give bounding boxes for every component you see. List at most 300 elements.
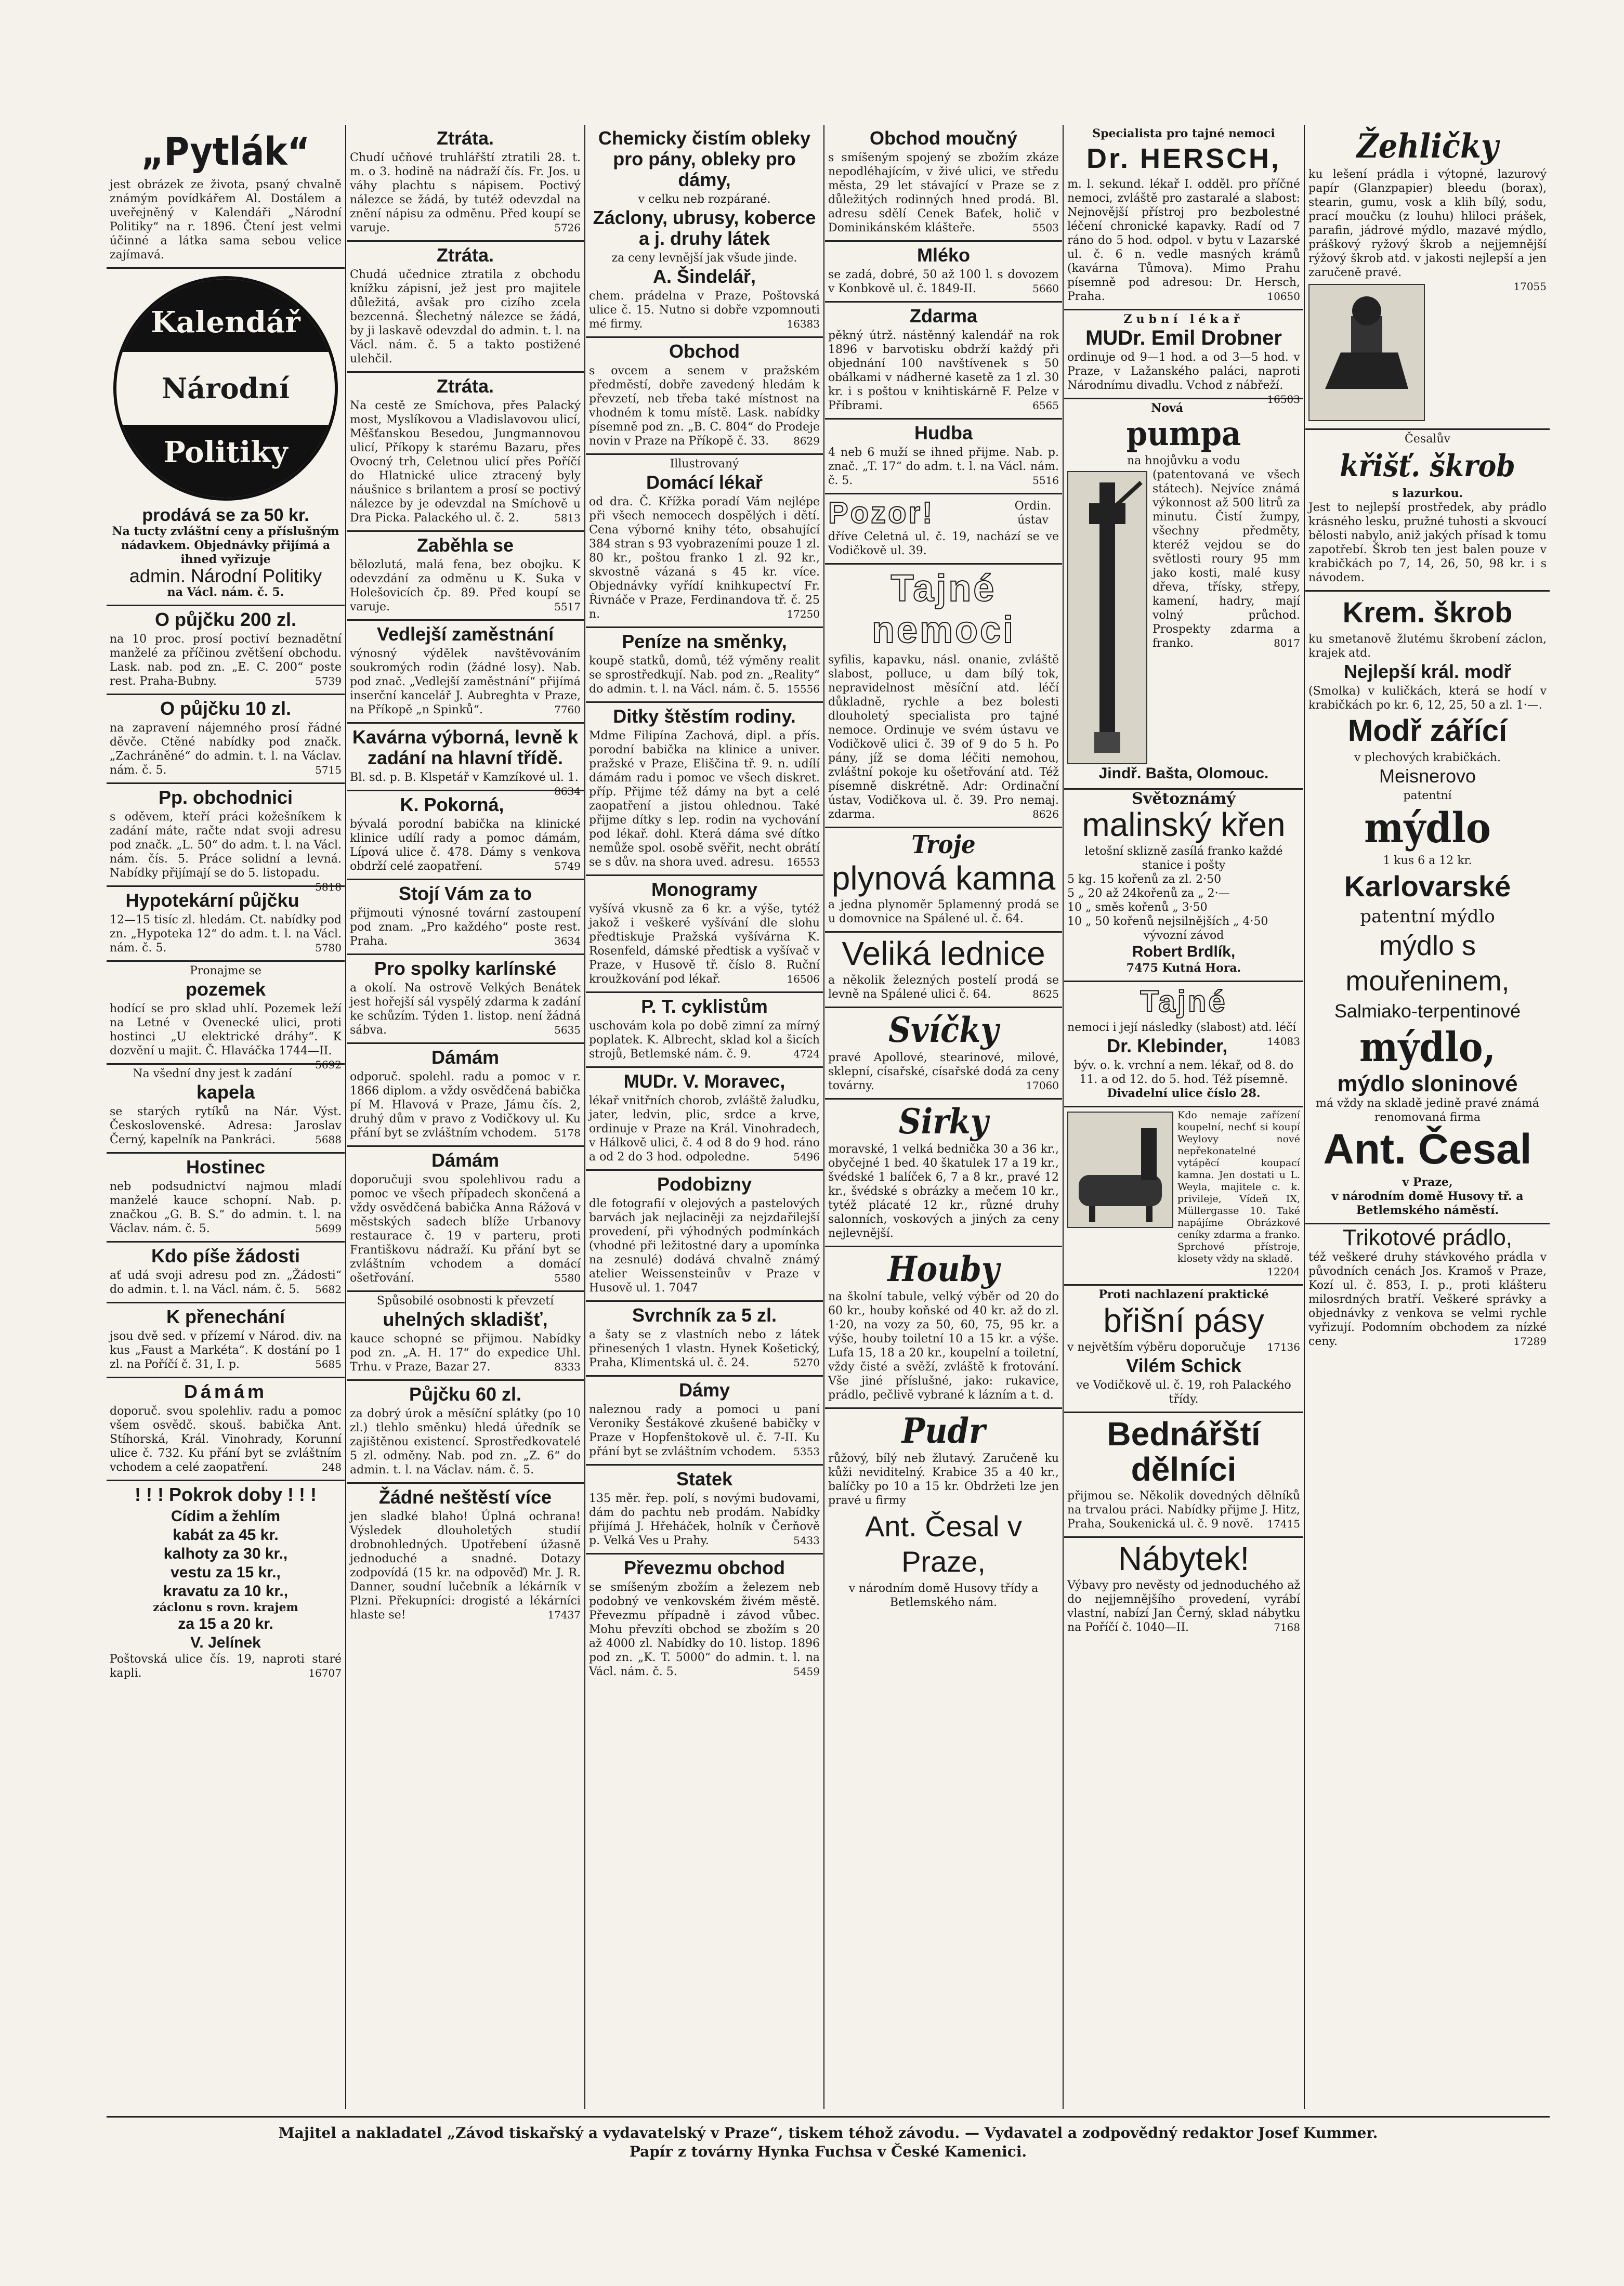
ad-pre: Česalův — [1405, 433, 1450, 446]
ad-ref: 5459 — [793, 1665, 820, 1678]
pokrok-line: kabát za 45 kr. — [173, 1526, 279, 1544]
ad-text — [110, 1002, 342, 1071]
ad-title: Nábytek! — [1118, 1540, 1250, 1577]
pokrok-line: kravatu za 10 kr., — [163, 1583, 289, 1600]
ad-body: ordinuje od 9—1 hod. a od 3—5 hod. v Praze, v Lažanského paláci, naproti Národnímu divadlu. Vchod z nábřeží. — [1067, 351, 1300, 392]
ad-title: Kdo píše žádosti — [151, 1245, 300, 1266]
ad-zdarma — [825, 303, 1062, 420]
ad-body: na 10 proc. prosí poctiví beznadětní manželé za příčinou zvětšení obchodu. Lask. nab. pod zn. „E. C. 200“ poste rest. Praha-Bubny. — [110, 633, 342, 688]
ad-ref: 5682 — [315, 1283, 342, 1296]
ad-text: za dobrý úrok a měsíční splátky (po 10 zl.) tlehlo směnku) hledá úředník se zajištěnou existencí. Sprostředkovatelé 5 zl. odměny. Nab. pod zn. „Z. 6“ do admin. t. l. na Václav. nám. č. 5. — [350, 1407, 581, 1477]
ad-side: Ordin. ústav — [1014, 500, 1052, 527]
ad-text: dle fotografií v olejových a pastelových barvách jak nejlaciněji za nejzdařilejší provedení, při výhodných podmínkách (vhodné při ležitostné dary a upomínka na zesnulé) dodává chvalně známý atelier Weissensteinův v Praze v Husově ul. 1. 7047 — [589, 1197, 820, 1295]
ad-title: Záclony, ubrusy, koberce a j. druhy látek — [593, 207, 816, 249]
ad-ref: 5635 — [554, 1024, 581, 1036]
ad-pre: Specialista pro tajné nemoci — [1092, 127, 1275, 140]
ad-text — [1067, 1578, 1300, 1635]
ad-title: Veliká lednice — [842, 935, 1045, 972]
ad-text — [828, 329, 1059, 413]
ad-text: ku lešení prádla i výtopné, lazurový papír (Glanzpapier) bleedu (borax), stearin, gumu, vosk a klih bílý, sodu, prací moučku (z louhu) hliloci prášek, parafin, jádrové mýdlo, mazavé mýdlo, práškový ryžový škrob a nejjemnější rýžový škrob atd. v jakosti nejlepší a jen zaručeně pravé. — [1308, 168, 1547, 279]
ad-body: odporuč. spolehl. radu a pomoc v r. 1866 diplom. a vždy osvědčená babička pí M. Hlavová v Praze, Jámu čís. 2, druhý dům v pravo z Vodičkovy ul. Ku přání byt se zvláštním vchodem. — [350, 1070, 581, 1140]
ad-ref: 7168 — [1274, 1621, 1300, 1634]
ad-body: a několik železných postelí prodá se levně na Spálené ulici č. 64. — [828, 974, 1059, 1001]
ad-ref: 8017 — [1274, 637, 1300, 649]
ad-title: Hudba — [914, 422, 973, 443]
pokrok-line: záclonu s rovn. krajem — [153, 1601, 298, 1614]
ad-pozemek — [107, 962, 345, 1071]
ad-ref: 5749 — [554, 860, 581, 872]
ad-body: nemoci i její následky (slabost) atd. léčí — [1067, 1021, 1296, 1034]
ad-body: 12—15 tisíc zl. hledám. Ct. nabídky pod zn. „Hypoteka 12“ do adm. t. l. na Václ. nám. č. 5. — [110, 913, 342, 955]
ad-prevezmu — [586, 1555, 823, 1684]
ad-pokrok — [107, 1481, 345, 1686]
ad-text: býv. o. k. vrchní a nem. lékař, od 8. do 11. a od 12. do 5. hod. Též písemně. — [1073, 1059, 1294, 1086]
ad-ref: 17055 — [1513, 280, 1547, 293]
ad-damy — [586, 1377, 823, 1466]
ad-cyklistum — [586, 993, 823, 1068]
ad-kren — [1064, 790, 1303, 982]
ad-body: koupě statků, domů, též výměny realit se sprostředkují. Nab. pod zn. „Reality“ do admin. t. l. na Václ. nám. č. 5. — [589, 655, 820, 696]
ad-sub: v celku neb rozpárané. — [638, 193, 771, 206]
ad-text — [350, 906, 581, 948]
ad-title: Dámám — [184, 1381, 268, 1402]
ad-ref: 4724 — [793, 1048, 820, 1060]
ad-title: Ditky štěstím rodiny. — [613, 706, 796, 727]
ad-title: Ztráta. — [436, 375, 494, 397]
ad-title: Pozor! — [828, 496, 935, 530]
ad-ref: 5726 — [554, 221, 581, 234]
ad-text — [110, 913, 342, 955]
ad-body: neb podsudnictví najmou mladí manželé kauce schopní. Nab. p. značkou „G. B. S.“ do admin. t. l. na Václav. nám. č. 5. — [110, 1180, 342, 1235]
ad-text — [110, 810, 342, 893]
ad-ref: 5580 — [554, 1272, 581, 1284]
ad-ref: 8626 — [1032, 808, 1059, 820]
ad-obchodnici — [107, 784, 345, 893]
column-1 — [107, 125, 345, 2109]
ad-title: Pro spolky karlínské — [374, 958, 557, 979]
ad-pre: Proti nachlazení praktické — [1098, 1288, 1269, 1301]
ad-ref: 5688 — [315, 1133, 342, 1146]
ad-pasy — [1064, 1286, 1303, 1413]
ad-title: Půjčku 60 zl. — [409, 1383, 522, 1405]
ad-title: Meisnerovo — [1379, 765, 1476, 787]
ad-ref: 16503 — [1267, 393, 1300, 406]
ad-title: Karlovarské — [1344, 870, 1511, 903]
ad-body: doporuč. svou spolehliv. radu a pomoc všem osvědč. skouš. babička Ant. Stíhorská, Král. Vinohrady, Korunní ulice č. 732. Ku přání byt se zvláštním vchodem a celé zaopatření. — [110, 1405, 342, 1474]
ad-text — [350, 981, 581, 1037]
ad-ref: 6565 — [1032, 399, 1059, 412]
ad-firm: Ant. Česal v Praze, — [865, 1510, 1022, 1578]
badge-admin: admin. Národní Politiky — [129, 565, 322, 586]
ad-damam-2 — [347, 1044, 584, 1147]
ad-title: Mléko — [916, 244, 971, 266]
ad-ref: 16707 — [308, 1667, 342, 1679]
ad-ref: 5739 — [315, 675, 342, 687]
ad-zadosti — [107, 1243, 345, 1303]
ad-title: malinský křen — [1082, 806, 1286, 843]
ad-body: bývalá porodní babička na klinické klinice udílí rady a pomoc dámám, Lípová ulice č. 478. Dámy s venkova obdrží celé zaopatření. — [350, 818, 581, 873]
ad-text — [350, 817, 581, 873]
ad-weyl — [1064, 1107, 1303, 1286]
ad-text — [110, 721, 342, 777]
ad-title: O půjčku 10 zl. — [160, 698, 292, 719]
badge-addr: na Václ. nám. č. 5. — [167, 585, 284, 599]
ad-title: MUDr. Emil Drobner — [1085, 326, 1282, 349]
ad-text — [350, 1332, 581, 1374]
ad-addr: ve Vodičkově ul. č. 19, roh Palackého třídy. — [1076, 1379, 1291, 1406]
ad-ztrata-1 — [347, 125, 584, 242]
ad-ref: 10650 — [1267, 290, 1300, 303]
ad-spolky — [347, 955, 584, 1044]
ad-text: letošní sklizně zasílá franko každé stanice i pošty — [1084, 845, 1283, 872]
ad-ref: 17136 — [1267, 1341, 1300, 1353]
ad-text — [589, 1403, 820, 1459]
ad-text — [828, 268, 1059, 296]
ad-ref: 5715 — [315, 764, 342, 776]
ad-pre: Zubní lékař — [1123, 312, 1244, 326]
ad-damam-1 — [107, 1378, 345, 1481]
ad-title: Tajné nemoci — [871, 568, 1016, 651]
ad-title: mýdlo — [1364, 803, 1491, 852]
ad-lekar — [586, 455, 823, 628]
ad-firm: Robert Brdlík, — [1132, 943, 1236, 960]
ad-ztrata-3 — [347, 373, 584, 532]
ad-krem — [1305, 592, 1550, 1224]
ad-body: jsou dvě sed. v přízemí v Národ. div. na kus „Faust a Markéta“. K dostání po 1 zl. na Poříčí č. 31, I. p. — [110, 1330, 342, 1371]
imprint-line: Majitel a nakladatel „Závod tiskařský a vydavatelský v Praze“, tiskem téhož závodu. — Vydavatel a zodpovědný redaktor Josef Kummer. — [278, 2124, 1378, 2141]
ad-text: růžový, bílý neb žlutavý. Zaručeně ku kůži neviditelný. Krabice 35 a 40 kr., balíčky po 10 a 15 kr. Obdržeti lze jen pravé u firmy — [828, 1452, 1059, 1507]
ad-title: Dámy — [678, 1379, 730, 1401]
ad-ref-line — [1067, 1265, 1300, 1279]
ad-ref: 17437 — [547, 1609, 581, 1621]
ad-title: A. Šindelář, — [652, 266, 756, 287]
ad-ditky — [586, 703, 823, 876]
ad-ref: 8333 — [554, 1361, 581, 1373]
ad-firm: Dr. Klebinder, — [1107, 1035, 1228, 1056]
ad-title: břišní pásy — [1103, 1302, 1264, 1339]
ad-ref: 5813 — [554, 512, 581, 524]
badge-mid-text: Národní — [116, 352, 335, 425]
ad-zabehla — [347, 532, 584, 621]
ad-text: a jedna plynoměr 5plamenný prodá se u domovnice na Spálené ul. č. 64. — [828, 898, 1059, 925]
ad-title: Salmiako-terpentinové — [1334, 1000, 1521, 1022]
ad-pytlak — [107, 125, 345, 269]
ad-drobner — [1064, 310, 1303, 406]
ad-title: Zaběhla se — [416, 534, 514, 556]
ad-text — [589, 1094, 820, 1164]
ad-pre: Na všední dny jest k zadání — [133, 1067, 292, 1080]
ad-body: se smíšeným zbožím a železem neb podobný ve venkovském živém městě. Převezmu případně i závod vůbec. Mohu převzíti obchod se zbožím s 20 až 4000 zl. Nabídky do 10. listop. 1896 pod zn. „K. T. 5000“ do admin. t. l. na Václ. nám. č. 5. — [589, 1581, 820, 1678]
pokrok-line: Cídim a žehlím — [171, 1508, 281, 1525]
ad-title: K přenechání — [166, 1306, 285, 1327]
ad-stoji — [347, 880, 584, 955]
ad-title: plynová kamna — [831, 859, 1056, 897]
ad-text — [350, 770, 581, 798]
ad-text — [589, 654, 820, 696]
ad-body: Chudí učňové truhlářští ztratili 28. t. m. o 3. hodině na nádraží čís. Fr. Jos. u váhy plachtu s nápisem. Poctivý nálezce se žádá, by tutéž odevzdal na znění nápisu za odměnu. Před koupí se varuje. — [350, 151, 581, 234]
ad-ref: 5496 — [793, 1151, 820, 1163]
ad-ref: 8625 — [1032, 988, 1059, 1000]
ad-ref: 5692 — [315, 1059, 342, 1071]
ad-tajne — [825, 565, 1062, 828]
kalendar-badge — [113, 276, 338, 501]
ad-title: Houby — [887, 1249, 1000, 1289]
ad-body: se zadá, dobré, 50 až 100 l. s dovozem v Konbkově ul. č. 1849-II. — [828, 268, 1059, 295]
ad-hudba — [825, 420, 1062, 494]
ad-text — [1067, 1340, 1300, 1354]
ad-ref: 5818 — [315, 881, 342, 893]
ad-zadne — [347, 1484, 584, 1627]
kren-row: 10 „ 50 kořenů nejsilnějších „ 4·50 — [1067, 915, 1268, 928]
ad-title: Obchod moučný — [869, 127, 1017, 149]
ad-body: na zapravení nájemného prosí řádné děvče. Ctěné nabídky pod značk. „Zachráněné“ do admin. t. l. na Václav. nám. č. 5. — [110, 722, 342, 777]
ad-title: Dr. HERSCH, — [1086, 143, 1281, 174]
ad-title: Bednářští dělníci — [1107, 1415, 1261, 1488]
ad-text — [1152, 468, 1300, 764]
ad-body: Mdme Filipína Zachová, dipl. a přís. porodní babička na klinice a univer. pražské v Praze, Eliščina tř. 9. n. udílí dámám radu i pomoc ve všech diskret. příp. Přijme též dámy na byt a celé zaopatření a jistou ohlednou. Také přijme dítky s lep. rodin na vychování pod lékař. dohl. Která dáma své dítko nemůže spol. osobě svěřit, necht obrátí se s dův. na shora uved. adresu. — [589, 729, 820, 869]
ad-ref: 5270 — [793, 1356, 820, 1369]
ad-title: pumpa — [1126, 414, 1241, 453]
ad-text — [350, 1510, 581, 1622]
ad-text: moravské, 1 velká bednička 30 a 36 kr., obyčejné 1 bed. 40 škatulek 17 a 19 kr., švédské 1 balíček 6, 7 a 8 kr., pravé 12 kr., švédské s obrázky a mečem 10 kr., tytéž plácaté 12 kr., různé druhy salonních, voskových a jiných za ceny nejlevnější. — [828, 1143, 1059, 1240]
ad-zehlicky — [1305, 125, 1550, 430]
ad-tricot — [1305, 1224, 1550, 1354]
ad-text: má vždy na skladě jedině pravé známá renomovaná firma — [1316, 1097, 1539, 1124]
ad-text: Jest to nejlepší prostředek, aby prádlo krásného lesku, pružné tuhosti a skvoucí bělosti nabylo, aniž jakých přísad k tomu zapotřebí. Škrob ten jest balen pouze v krabičkách po 7, 14, 26, 50, 98 kr. i s návodem. — [1308, 501, 1547, 584]
ad-text: jest obrázek ze života, psaný chvalně známým povídkářem Al. Dostálem a uveřejněný v Kalendáři „Národní Politiky“ na r. 1896. Čtení jest velmi účinné a látka sama sebou velice zajímavá. — [110, 178, 342, 262]
ad-text: patentní mýdlo — [1360, 906, 1495, 927]
ad-sirky — [825, 1100, 1062, 1247]
ad-obchod — [586, 338, 823, 455]
ad-skrob — [1305, 430, 1550, 592]
ad-prenechani — [107, 1303, 345, 1378]
ad-title: Ztráta. — [436, 127, 494, 149]
ad-addr: v národním domě Husovy tř. a Betlemského náměstí. — [1331, 1190, 1524, 1217]
ad-pokorna — [347, 791, 584, 880]
ad-ref: 15556 — [787, 683, 820, 695]
ad-ref: 5516 — [1032, 474, 1059, 487]
ad-pre: Pronajme se — [190, 964, 261, 977]
ad-text: na školní tabule, velký výběr od 20 do 60 kr., houby koňské od 40 kr. až do zl. 1·20, na vozy za 50, 60, 75, 95 kr. a výše, houby toiletní 10 a 15 kr. a výše. Lufa 15, 18 a 20 kr., koupelní a toiletní, vždy čisté a svěží, zvláště k frotování. Vše jiné příslušné, jako: rukavice, prádlo, pečlivě vybrané k lázním a t. d. — [828, 1290, 1059, 1402]
ad-title: Peníze na směnky, — [622, 631, 787, 652]
ad-mleko — [825, 242, 1062, 303]
ad-text — [589, 289, 820, 331]
column-4 — [825, 125, 1062, 2109]
ad-text — [828, 973, 1059, 1001]
ad-uhelnych — [347, 1292, 584, 1381]
ad-ref: 14083 — [1267, 1035, 1300, 1048]
ad-body: 4 neb 6 muží se ihned přijme. Nab. p. znač. „T. 17“ do adm. t. l. na Václ. nám. č. 5. — [828, 446, 1059, 487]
ad-title: „Pytlák“ — [141, 129, 310, 174]
ad-ref: 8629 — [793, 435, 820, 447]
column-rule — [345, 125, 346, 2109]
ad-ref: 8634 — [554, 785, 581, 798]
ad-text: Kdo nemaje zařízení koupelní, nechť si koupí Weylovy nové nepřekonatelné vytápěcí koupací kamna. Jen dostati u L. Weyla, majitele c. k. privileje, Vídeň IX, Müllergasse 10. Také napájíme Obrázkové ceníky zdarma a franko. Sprchové přístroje, klosety vždy na skladě. — [1177, 1109, 1300, 1264]
ad-ref: 5780 — [315, 942, 342, 954]
ad-body: přijmou se. Několik dovedných dělníků na trvalou práci. Nabídky přijme J. Hitz, Praha, Soukenická ul. č. 9 nově. — [1067, 1490, 1300, 1531]
ad-title: Stojí Vám za to — [398, 883, 532, 904]
pokrok-line: kalhoty za 30 kr., — [163, 1545, 288, 1562]
ad-pre: Troje — [911, 830, 976, 859]
ad-title: O půjčku 200 zl. — [154, 609, 297, 630]
ad-title: mýdlo, — [1359, 1024, 1496, 1071]
ad-title: Hostinec — [186, 1156, 266, 1178]
ad-hostinec — [107, 1154, 345, 1243]
kren-row: 10 „ směs kořenů „ 3·50 — [1067, 901, 1208, 914]
pump-icon — [1068, 472, 1146, 763]
ad-body: též veškeré druhy stávkového prádla v původních cenách Jos. Kramoš v Praze, Kozí ul. č. 853, I. p., proti klášteru milosrdných bratří. Veškeré správky a objednávky z venkova se velmi rychle vyřizují. Podomním obchodem za nízké ceny. — [1308, 1251, 1547, 1348]
ad-body: výnosný výdělek navštěvováním soukromých rodin (žádné losy). Nab. pod znač. „Vedlejší zaměstnání“ přijímá inserční kancelář J. Aubreghta v Praze, na Příkopě „n Spinků“. — [350, 647, 581, 716]
ad-title: Tajné — [1140, 985, 1227, 1018]
ad-pujcka-200 — [107, 606, 345, 695]
ad-ref: 16553 — [787, 856, 820, 868]
ad-body: (patentovaná ve všech státech). Nejvíce známá výkonnost až 500 litrů za minutu. Čistí žumpy, všechny předměty, kteréž vejdou se do světlosti roury 95 mm jako kosti, malé kusy dřeva, třísky, střepy, kamení, hadry, mají volný průchod. Prospekty zdarma a franko. — [1152, 468, 1300, 650]
kren-row: 5 „ 20 až 24kořenů za „ 2·— — [1067, 887, 1230, 900]
ad-body: s ovcem a senem v pražském předměstí, dobře zavedený hledám k převzetí, neb třeba také místnost na vhodném k tomu místě. Lask. nabídky písemně pod zn. „B. C. 804“ do Prodeje novin v Praze na Příkopě č. 33. — [589, 364, 820, 448]
ad-title: mýdlo sloninové — [1337, 1071, 1518, 1096]
ad-text — [589, 1019, 820, 1061]
ad-body: uschovám kola po době zimní za mírný poplatek. K. Albrecht, sklad kol a šicích strojů, Betlemské nám. č. 9. — [589, 1020, 820, 1061]
ad-text — [589, 902, 820, 986]
ad-body: Výbavy pro nevěsty od jednoduchého až do nejjemnějšího provedení, vyrábí vlastní, nabízí Jan Černý, sklad nábytku na Poříčí č. 1040—II. — [1067, 1579, 1300, 1634]
ad-firm: Ant. Česal — [1323, 1126, 1532, 1173]
ad-firm: Vilém Schick — [1126, 1355, 1241, 1376]
ad-body: Na cestě ze Smíchova, přes Palacký most, Myslíkovou a Vladislavovou ulicí, Měšťanskou Besedou, Jungmannovou ulicí, Příkopy k starému Bazaru, přes Ovocný trh, Celetnou ulicí přes Poříčí do Hlatnické ulice ztracený byly náušnice s brilantem a prosí se poctivý nálezce by je odevzdal na Smíchově u Dra Picka. Palackého ul. č. 2. — [350, 399, 581, 525]
ad-body: lékař vnitřních chorob, zvláště žaludku, jater, ledvin, plic, srdce a krve, ordinuje v Praze na Král. Vinohradech, v Hálkově ulici, č. 4 od 8 do 9 hod. ráno a od 2 do 3 hod. odpoledne. — [589, 1094, 820, 1164]
ad-kamna — [825, 828, 1062, 933]
ad-moravec — [586, 1068, 823, 1171]
ad-body: doporučuji svou spolehlivou radu a pomoc ve všech případech skončená a vždy osvědčená babička Anna Rážová v městských sadech blíže Urbanovy restaurace č. 19 v parteru, proti Františkovu nádraží. Ku přání byt se zvláštním vchodem a domácí ošetřování. — [350, 1173, 581, 1285]
ad-text: Chudá učednice ztratila z obchodu knížku zápisní, jež jest pro majitele důležitá, avšak pro cizího zcela bezcenná. Šlechetný nálezce se žádá, by ji laskavě odevzdal do admin. t. l. na Václ. nám. č. 5 a takto postižené ulehčil. — [350, 268, 581, 365]
ad-text: (Smolka) v kuličkách, která se hodí v krabičkách po kr. 6, 12, 25, 50 a zl. 1·—. — [1308, 685, 1547, 712]
ad-pre: Illustrovaný — [670, 458, 739, 471]
ad-body: pěkný útrž. nástěnný kalendář na rok 1896 v barvotisku obdrží každý při objednání 100 navštívenek s 50 obálkami v nádherné kasetě za 1 zl. 30 kr. i s poštou v knihtiskárně F. Pelze v Příbrami. — [828, 329, 1059, 412]
ad-title: Statek — [676, 1468, 733, 1490]
ad-text — [350, 151, 581, 235]
ad-pujcka-60 — [347, 1381, 584, 1484]
ad-text — [350, 1070, 581, 1140]
ad-body: chem. prádelna v Praze, Poštovská ulice č. 15. Nutno si dobře vzpomnouti mé firmy. — [589, 290, 820, 331]
ad-penize — [586, 628, 823, 703]
ad-title: pozemek — [185, 978, 266, 1000]
ad-title: Dámám — [431, 1047, 500, 1068]
ad-title: Sirky — [898, 1101, 989, 1142]
ad-ref: 17415 — [1267, 1518, 1300, 1530]
ad-chem — [586, 125, 823, 338]
ad-title: Žehličky — [1356, 127, 1499, 166]
ad-addr: Divadelní ulice číslo 28. — [1107, 1087, 1261, 1100]
ad-text — [828, 1051, 1059, 1093]
ad-ztrata-2 — [347, 242, 584, 373]
ad-podobizny — [586, 1171, 823, 1302]
ad-body: Poštovská ulice čís. 19, naproti staré kapli. — [110, 1653, 342, 1680]
ad-body: a okolí. Na ostrově Velkých Benátek jest hořejší sál vyspělý zdarma k zadání ke schůzím. Týden 1. listop. není žádná sábva. — [350, 982, 581, 1037]
ad-mouceny — [825, 125, 1062, 242]
ad-ref: 17289 — [1513, 1335, 1547, 1348]
ad-ref: 16383 — [787, 318, 820, 330]
ad-pozor — [825, 494, 1062, 565]
ad-lednice — [825, 933, 1062, 1008]
iron-illustration — [1308, 284, 1425, 421]
ad-title: Trikotové prádlo, — [1342, 1225, 1513, 1250]
ad-pudr — [825, 1409, 1062, 1615]
ad-text — [589, 1580, 820, 1679]
ad-body: od dra. Č. Křížka poradí Vám nejlépe při všech nemocech dospělých i dětí. Cena výborné knihy této, obsahující 384 stran s 93 vyobrazeními pouze 1 zl. 80 kr., poštou franko 1 zl. 92 kr., skvostně vázaná s 45 kr. více. Objednávky vyřídí knihkupectví Fr. Řivnáče v Praze, Ferdinandova tř. č. 25 n. — [589, 495, 820, 621]
ad-body: se starých rytíků na Nár. Výst. Československé. Adresa: Jaroslav Černý, kapelník na Pankráci. — [110, 1105, 342, 1146]
ad-ref: 12204 — [1267, 1265, 1300, 1278]
ad-body: v největším výběru doporučuje — [1067, 1341, 1246, 1354]
column-rule — [1304, 125, 1305, 2109]
ad-ref: 5503 — [1032, 221, 1059, 234]
ad-text — [110, 1329, 342, 1371]
ad-text — [110, 1404, 342, 1474]
ad-sub: s lazurkou. — [1392, 487, 1463, 500]
ad-ref: 7760 — [554, 703, 581, 716]
ad-text — [110, 1269, 342, 1297]
ad-body: naleznou rady a pomoci u paní Veroniky Šestákové zkušené babičky v Praze v Hopfenštokově ul. č. 7-II. Ku přání byt se zvláštním vchodem. — [589, 1403, 820, 1458]
ad-text — [1067, 350, 1300, 406]
ad-text — [828, 653, 1059, 821]
ad-title: Pudr — [901, 1410, 986, 1451]
ad-title: MUDr. V. Moravec, — [623, 1070, 785, 1092]
ad-body: s oděvem, kteří práci kožešníkem k zadání máte, račte ndat svoji adresu pod značk. „L. 50“ do adm. t. l. na Václ. nám. čís. 5. Práce solidní a levná. Nabídky přijímají se do 5. listopadu. — [110, 811, 342, 880]
ad-text — [350, 1173, 581, 1285]
ad-title: P. T. cyklistům — [641, 996, 768, 1017]
ad-text: ku smetanově žlutému škrobení záclon, krajek atd. — [1308, 633, 1547, 660]
ad-hypoteka — [107, 887, 345, 962]
ad-title: Chemicky čistím obleky pro pány, obleky pro dámy, — [598, 127, 811, 190]
ad-body: přijmouti výnosné tovární zastoupení pod znam. „Pro každého“ poste rest. Praha. — [350, 907, 581, 948]
ad-ref: 5517 — [554, 600, 581, 613]
ad-ref: 3634 — [554, 935, 581, 947]
ad-title: Zdarma — [909, 305, 978, 326]
ad-text — [589, 729, 820, 869]
badge-price: prodává se za 50 kr. — [142, 505, 309, 525]
ad-body: jen sladké blaho! Úplná ochrana! Výsledek dlouholetých studií drobnohledných. Upotřebení úžasně jednoduché a snadné. Dotazy zodpovídá (15 kr. na odpověď) Mr. J. R. Danner, soudní lučebník a lékárník v Plzni. Překupníci: drogisté a lékárníci hlaste se! — [350, 1510, 581, 1622]
ad-body: s smíšeným spojený se zbožím zkáze nepodléhajícím, v živé ulici, ve středu města, 29 let stávající v Praze se z důležitých rodinných hned prodá. Bl. adresu sdělí Cenek Baťek, holič v Dominikánském klášteře. — [828, 151, 1059, 234]
ad-vedlejsi — [347, 621, 584, 724]
ad-kalendar — [107, 269, 345, 606]
ad-title: Svíčky — [888, 1010, 999, 1050]
ad-body: kauce schopné se přijmou. Nabídky pod zn. „A. H. 17“ do expedice Uhl. Trhu. v Praze, Bazar 27. — [350, 1333, 581, 1374]
ad-ref: 5433 — [793, 1534, 820, 1547]
ad-text — [1067, 1489, 1300, 1531]
ad-title: Modř zářící — [1347, 714, 1508, 748]
ad-text — [110, 1180, 342, 1236]
ad-damam-3 — [347, 1147, 584, 1292]
imprint-footer — [107, 2116, 1550, 2161]
ad-pumpa — [1064, 399, 1303, 790]
ad-houby — [825, 1247, 1062, 1409]
ad-title: mýdlo s mouřeninem, — [1345, 930, 1510, 997]
ad-body: bělozlutá, malá fena, bez obojku. K odevzdání za odměnu u K. Suka v Holešovicích čp. 89. Před koupí se varuje. — [350, 558, 581, 613]
ad-title: Hypotekární půjčku — [125, 890, 299, 911]
ad-body: pravé Apollové, stearinové, milové, sklepní, císařské, císařské dodá za ceny továrny. — [828, 1051, 1059, 1092]
column-5 — [1064, 125, 1303, 2109]
ad-text — [110, 1105, 342, 1147]
ad-pujcka-10 — [107, 695, 345, 784]
ad-ref: 248 — [321, 1461, 342, 1473]
ad-ref: 5660 — [1032, 282, 1059, 295]
ad-title: Ztráta. — [436, 244, 494, 266]
column-rule — [823, 125, 824, 2109]
ad-pre: Spůsobilé osobnosti k převzetí — [376, 1295, 554, 1308]
ad-pre: Nová — [1151, 401, 1184, 415]
badge-top-text: Kalendář — [151, 305, 300, 339]
ad-svrchnik — [586, 1302, 823, 1377]
iron-icon — [1309, 285, 1424, 420]
ad-title: ! ! ! Pokrok doby ! ! ! — [135, 1484, 317, 1505]
